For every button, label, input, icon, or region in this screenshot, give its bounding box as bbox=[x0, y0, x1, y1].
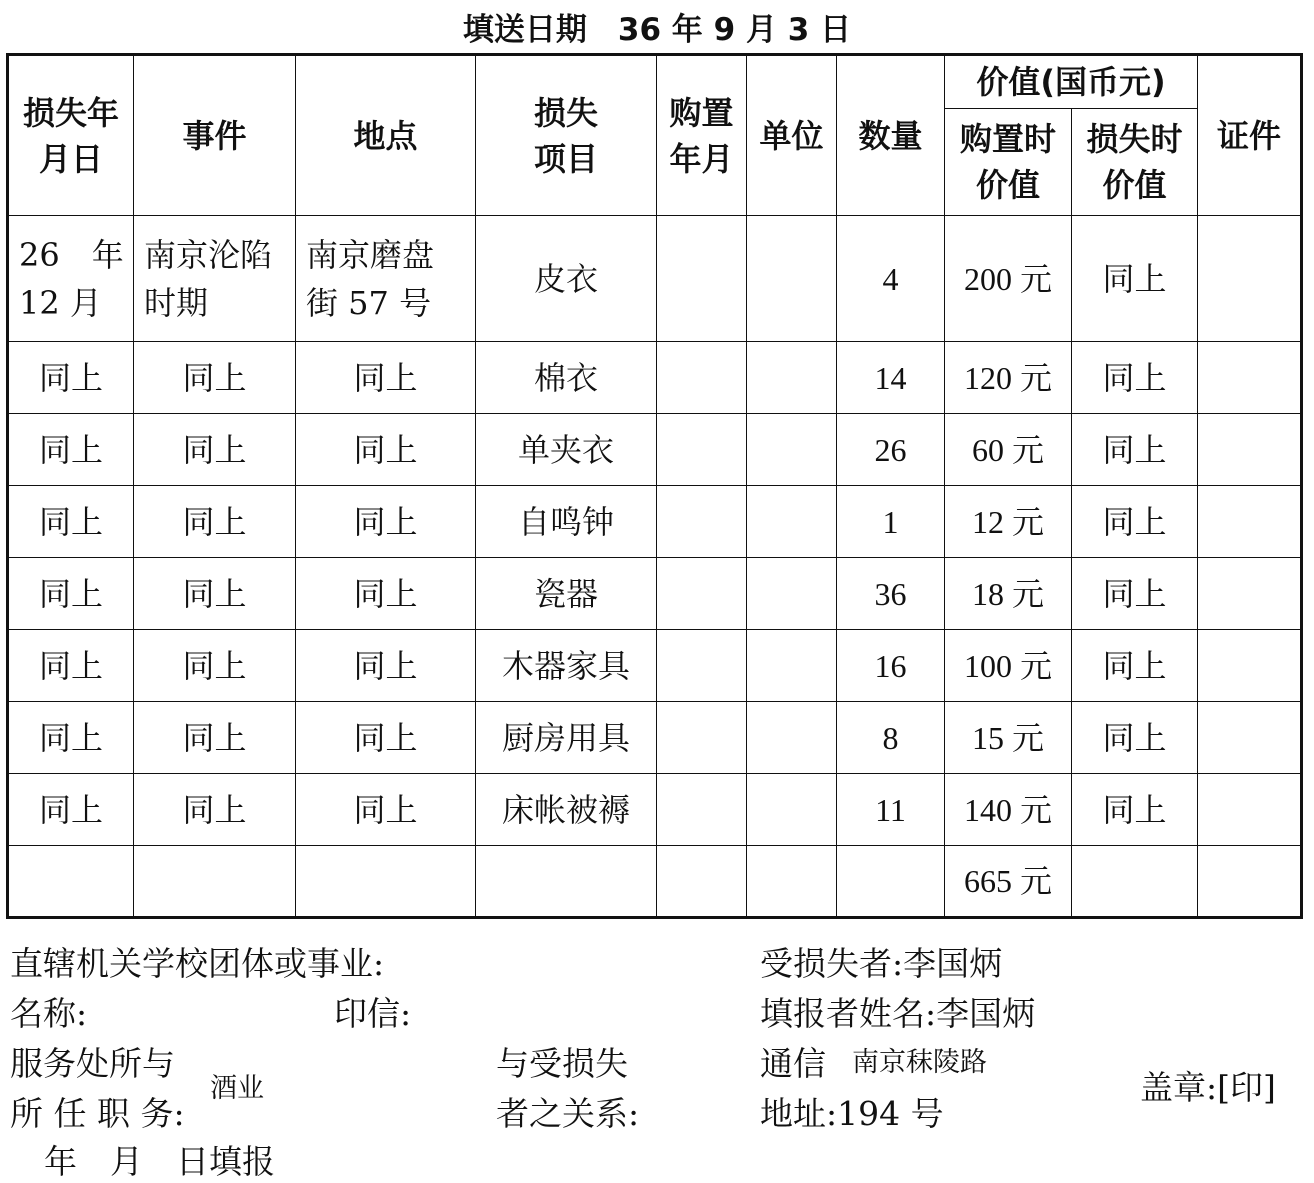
cell-loss-date: 同上 bbox=[8, 774, 134, 846]
header-quantity: 数量 bbox=[837, 55, 945, 216]
table-row bbox=[8, 486, 1302, 558]
cell-event: 同上 bbox=[134, 702, 296, 774]
cell-value-loss bbox=[1072, 846, 1198, 918]
cell-purchase-date bbox=[657, 216, 747, 342]
cell-unit bbox=[747, 558, 837, 630]
service-value: 酒业 bbox=[210, 1073, 264, 1104]
cell-quantity: 8 bbox=[837, 702, 945, 774]
cell-value-purchase: 140 元 bbox=[945, 774, 1072, 846]
cell-value-loss: 同上 bbox=[1072, 774, 1198, 846]
cell-item: 厨房用具 bbox=[476, 702, 657, 774]
cell-certificate bbox=[1198, 774, 1302, 846]
cell-certificate bbox=[1198, 414, 1302, 486]
address-value-line1: 南京秣陵路 bbox=[852, 1047, 987, 1078]
cell-place: 南京磨盘 街 57 号 bbox=[296, 216, 476, 342]
stamp-mark: 盖章:[印] bbox=[1140, 1068, 1276, 1107]
header-event: 事件 bbox=[134, 55, 296, 216]
cell-unit bbox=[747, 216, 837, 342]
cell-value-loss: 同上 bbox=[1072, 558, 1198, 630]
cell-event bbox=[134, 846, 296, 918]
cell-loss-date: 同上 bbox=[8, 414, 134, 486]
cell-event: 同上 bbox=[134, 486, 296, 558]
header-purchase-date: 购置 年月 bbox=[657, 55, 747, 216]
cell-loss-date: 26 年 12 月 bbox=[8, 216, 134, 342]
cell-certificate bbox=[1198, 486, 1302, 558]
cell-unit bbox=[747, 774, 837, 846]
cell-place: 同上 bbox=[296, 630, 476, 702]
cell-event: 同上 bbox=[134, 774, 296, 846]
cell-quantity: 14 bbox=[837, 342, 945, 414]
cell-certificate bbox=[1198, 702, 1302, 774]
cell-unit bbox=[747, 486, 837, 558]
cell-unit bbox=[747, 846, 837, 918]
cell-quantity: 11 bbox=[837, 774, 945, 846]
cell-item: 单夹衣 bbox=[476, 414, 657, 486]
cell-value-loss: 同上 bbox=[1072, 342, 1198, 414]
cell-purchase-date bbox=[657, 846, 747, 918]
loss-table bbox=[6, 53, 1303, 919]
table-row bbox=[8, 558, 1302, 630]
cell-unit bbox=[747, 630, 837, 702]
cell-quantity: 4 bbox=[837, 216, 945, 342]
cell-loss-date: 同上 bbox=[8, 342, 134, 414]
cell-certificate bbox=[1198, 558, 1302, 630]
header-item: 损失 项目 bbox=[476, 55, 657, 216]
cell-value-loss: 同上 bbox=[1072, 702, 1198, 774]
cell-value-purchase: 60 元 bbox=[945, 414, 1072, 486]
org-label: 直辖机关学校团体或事业: bbox=[10, 944, 385, 983]
fill-date-line: 年 月 日填报 bbox=[44, 1142, 275, 1181]
table-row bbox=[8, 414, 1302, 486]
cell-value-loss: 同上 bbox=[1072, 630, 1198, 702]
service-label-line2: 所 任 职 务: bbox=[10, 1094, 185, 1133]
cell-purchase-date bbox=[657, 414, 747, 486]
cell-value-purchase: 12 元 bbox=[945, 486, 1072, 558]
cell-event: 同上 bbox=[134, 342, 296, 414]
cell-loss-date: 同上 bbox=[8, 486, 134, 558]
cell-quantity: 36 bbox=[837, 558, 945, 630]
cell-place: 同上 bbox=[296, 774, 476, 846]
cell-event: 同上 bbox=[134, 558, 296, 630]
cell-item: 瓷器 bbox=[476, 558, 657, 630]
relation-label-line1: 与受损失 bbox=[496, 1044, 628, 1083]
header-value-purchase: 购置时 价值 bbox=[945, 109, 1072, 216]
header-value-loss: 损失时 价值 bbox=[1072, 109, 1198, 216]
cell-quantity: 1 bbox=[837, 486, 945, 558]
table-row bbox=[8, 630, 1302, 702]
name-label: 名称: bbox=[10, 994, 88, 1033]
cell-certificate bbox=[1198, 342, 1302, 414]
cell-loss-date: 同上 bbox=[8, 630, 134, 702]
cell-value-loss: 同上 bbox=[1072, 216, 1198, 342]
cell-item: 木器家具 bbox=[476, 630, 657, 702]
cell-event: 南京沦陷 时期 bbox=[134, 216, 296, 342]
cell-event: 同上 bbox=[134, 414, 296, 486]
cell-loss-date: 同上 bbox=[8, 702, 134, 774]
cell-purchase-date bbox=[657, 486, 747, 558]
cell-value-purchase: 15 元 bbox=[945, 702, 1072, 774]
header-value-group: 价值(国币元) bbox=[945, 55, 1198, 109]
fill-date-title: 填送日期 36 年 9 月 3 日 bbox=[462, 12, 852, 48]
table-row bbox=[8, 846, 1302, 918]
service-label-line1: 服务处所与 bbox=[10, 1044, 175, 1083]
table-row bbox=[8, 702, 1302, 774]
cell-purchase-date bbox=[657, 342, 747, 414]
victim-name: 受损失者:李国炳 bbox=[760, 944, 1003, 983]
cell-item: 自鸣钟 bbox=[476, 486, 657, 558]
cell-loss-date: 同上 bbox=[8, 558, 134, 630]
cell-quantity: 26 bbox=[837, 414, 945, 486]
cell-item: 皮衣 bbox=[476, 216, 657, 342]
header-certificate: 证件 bbox=[1198, 55, 1302, 216]
cell-place: 同上 bbox=[296, 702, 476, 774]
cell-item: 棉衣 bbox=[476, 342, 657, 414]
cell-place: 同上 bbox=[296, 486, 476, 558]
cell-unit bbox=[747, 702, 837, 774]
cell-quantity: 16 bbox=[837, 630, 945, 702]
cell-quantity bbox=[837, 846, 945, 918]
table-row bbox=[8, 774, 1302, 846]
table-row bbox=[8, 216, 1302, 342]
cell-value-purchase: 200 元 bbox=[945, 216, 1072, 342]
cell-place: 同上 bbox=[296, 342, 476, 414]
cell-place bbox=[296, 846, 476, 918]
cell-purchase-date bbox=[657, 558, 747, 630]
cell-unit bbox=[747, 342, 837, 414]
reporter-name: 填报者姓名:李国炳 bbox=[760, 994, 1036, 1033]
relation-label-line2: 者之关系: bbox=[496, 1094, 640, 1133]
cell-certificate bbox=[1198, 846, 1302, 918]
cell-certificate bbox=[1198, 216, 1302, 342]
table-row bbox=[8, 342, 1302, 414]
cell-unit bbox=[747, 414, 837, 486]
cell-value-purchase: 18 元 bbox=[945, 558, 1072, 630]
cell-loss-date bbox=[8, 846, 134, 918]
address-label-line1: 通信 bbox=[760, 1044, 826, 1083]
cell-item: 床帐被褥 bbox=[476, 774, 657, 846]
cell-value-loss: 同上 bbox=[1072, 414, 1198, 486]
cell-value-purchase: 120 元 bbox=[945, 342, 1072, 414]
cell-purchase-date bbox=[657, 774, 747, 846]
cell-purchase-date bbox=[657, 630, 747, 702]
cell-value-purchase: 100 元 bbox=[945, 630, 1072, 702]
seal-label: 印信: bbox=[334, 994, 412, 1033]
cell-purchase-date bbox=[657, 702, 747, 774]
cell-item bbox=[476, 846, 657, 918]
cell-certificate bbox=[1198, 630, 1302, 702]
header-place: 地点 bbox=[296, 55, 476, 216]
cell-value-loss: 同上 bbox=[1072, 486, 1198, 558]
cell-place: 同上 bbox=[296, 414, 476, 486]
cell-value-purchase: 665 元 bbox=[945, 846, 1072, 918]
header-loss-date: 损失年 月日 bbox=[8, 55, 134, 216]
header-unit: 单位 bbox=[747, 55, 837, 216]
cell-place: 同上 bbox=[296, 558, 476, 630]
cell-event: 同上 bbox=[134, 630, 296, 702]
address-label-line2: 地址:194 号 bbox=[760, 1094, 944, 1133]
